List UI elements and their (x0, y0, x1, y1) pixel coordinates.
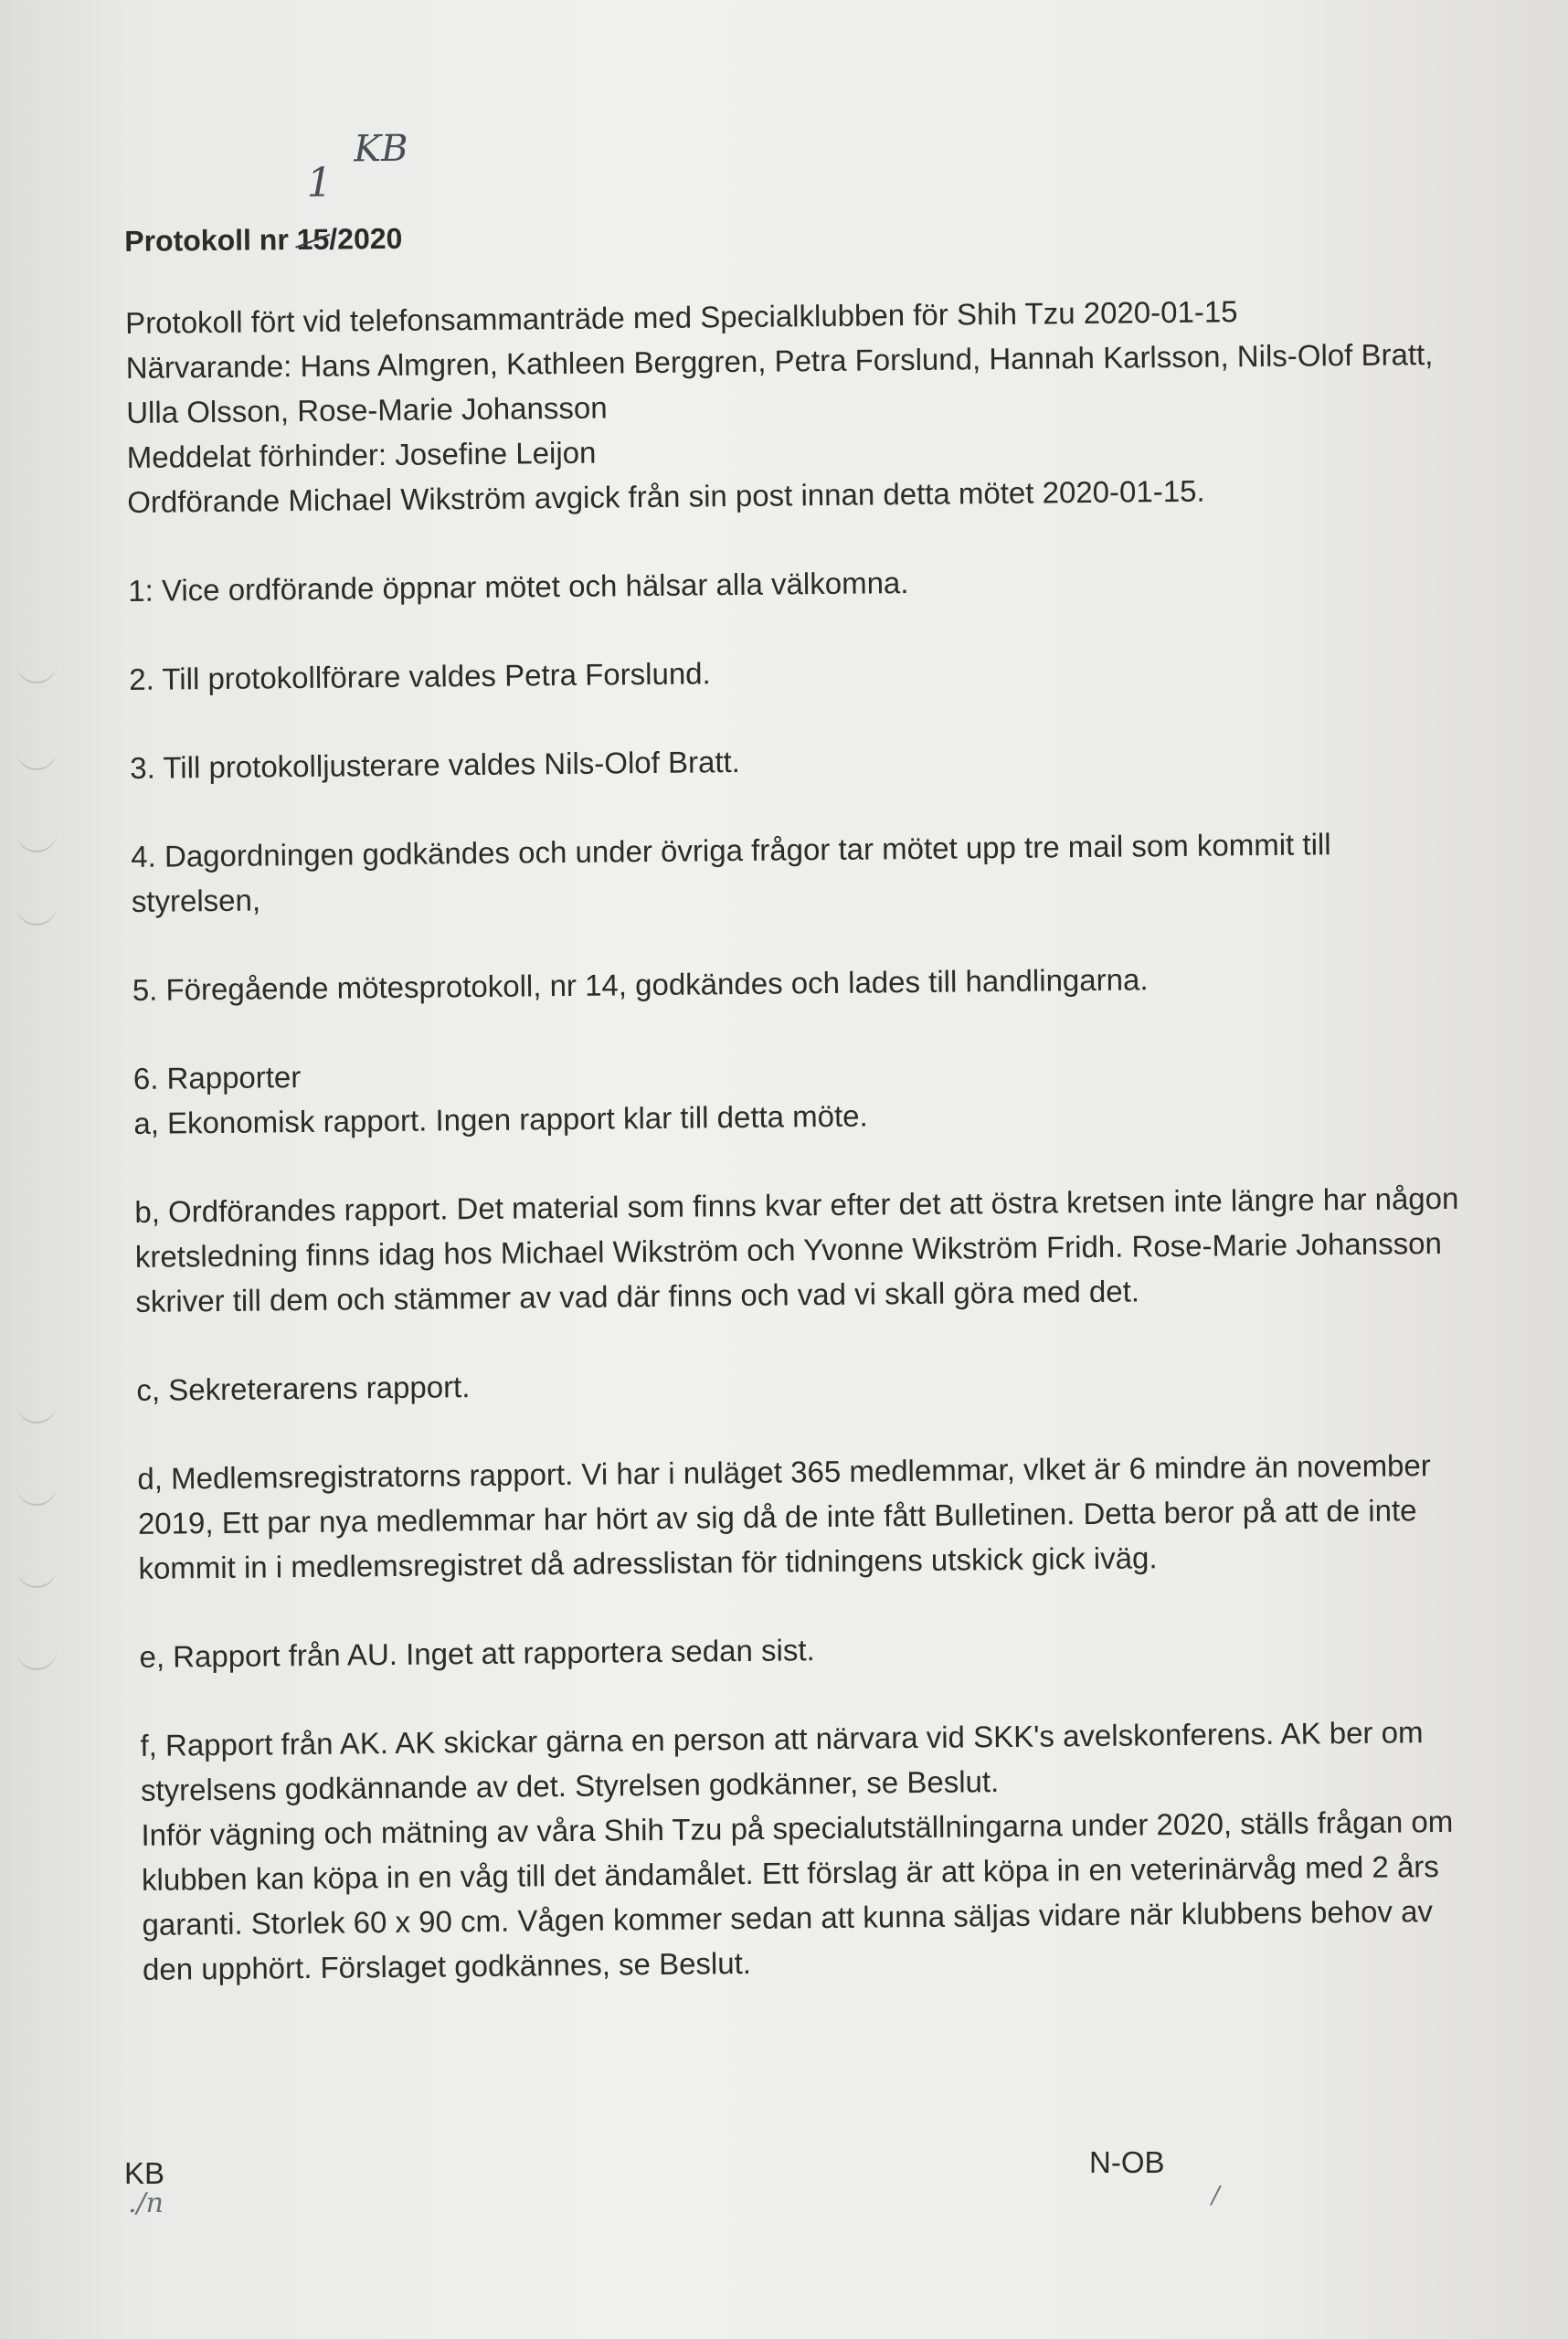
report-d: d, Medlemsregistratorns rapport. Vi har i nuläget 365 medlemmar, vlket är 6 mindre än november 2019, Ett par nya medlemmar har hört av sig då de inte fått Bulletinen. Detta beror på att de inte kommit in i medlemsregistret då adresslistan för tidningens utskick gick iväg. (137, 1448, 1431, 1585)
signature-left: KB (124, 2156, 165, 2190)
punch-hole-mark (16, 1398, 57, 1424)
punch-hole-mark (16, 1480, 57, 1506)
signature-right: N-OB (1089, 2145, 1165, 2179)
title-suffix: /2020 (329, 221, 403, 256)
handwritten-number: 1 (306, 159, 333, 206)
absent-line: Meddelat förhinder: Josefine Leijon (126, 435, 597, 474)
agenda-item: 1: Vice ordförande öppnar mötet och hälsar alla välkomna. (128, 566, 909, 608)
handwritten-initials: KB (353, 127, 408, 171)
title-prefix: Protokoll nr (124, 223, 297, 258)
punch-hole-mark (16, 745, 57, 770)
report-c: c, Sekreterarens rapport. (136, 1370, 471, 1407)
struck-number: 15 (296, 222, 330, 257)
document-title (124, 127, 1449, 264)
agenda-item: 5. Föregående mötesprotokoll, nr 14, godkändes och lades till handlingarna. (132, 962, 1149, 1007)
punch-hole-mark (16, 900, 57, 926)
chair-line: Ordförande Michael Wikström avgick från sin post innan detta mötet 2020-01-15. (127, 473, 1205, 519)
reports-section (133, 1042, 1459, 1146)
report-e: e, Rapport från AU. Inget att rapportera sedan sist. (139, 1633, 815, 1674)
agenda-item: 3. Till protokolljusterare valdes Nils-Olof Bratt. (130, 744, 741, 785)
report-a: a, Ekonomisk rapport. Ingen rapport klar till detta möte. (133, 1098, 868, 1140)
punch-hole-mark (16, 1645, 57, 1670)
report-f (140, 1709, 1467, 1992)
attendees-line: Närvarande: Hans Almgren, Kathleen Berggren, Petra Forslund, Hannah Karlsson, Nils-Olof Bratt, Ulla Olsson, Rose-Marie Johansson (125, 337, 1434, 429)
meeting-line: Protokoll fört vid telefonsammanträde med Specialklubben för Shih Tzu 2020-01-15 (124, 294, 1238, 340)
report-f-part2: Inför vägning och mätning av våra Shih Tzu på specialutställningarna under 2020, ställs frågan om klubben kan köpa in en våg till det ändamålet. Ett förslag är att köpa in en veterinärvåg med 2 års garanti. Storlek 60 x 90 cm. Vågen kommer sedan att kunna säljas vidare när klubbens behov av den upphört. Förslaget godkännes, se Beslut. (141, 1804, 1454, 1986)
agenda-item: 4. Dagordningen godkändes och under övriga frågor tar mötet upp tre mail som kommit till styrelsen, (131, 827, 1331, 918)
report-f-part1: f, Rapport från AK. AK skickar gärna en person att närvara vid SKK's avelskonferens. AK ber om styrelsens godkännande av det. Styrelsen godkänner, se Beslut. (140, 1715, 1424, 1807)
agenda-item: 2. Till protokollförare valdes Petra Forslund. (129, 656, 711, 696)
reports-heading: 6. Rapporter (132, 1060, 302, 1095)
report-b: b, Ordförandes rapport. Det material som finns kvar efter det att östra kretsen inte längre har någon kretsledning finns idag hos Michael Wikström och Yvonne Wikström Fridh. Rose-Marie Johansson skriver till dem och stämmer av vad där finns och vad vi skall göra med det. (134, 1180, 1459, 1318)
header-block (125, 287, 1452, 524)
punch-hole-mark (16, 658, 57, 683)
handwritten-initial-mark: ./n (128, 2187, 164, 2219)
handwritten-initial-mark: / (1212, 2182, 1220, 2209)
punch-hole-mark (16, 1562, 57, 1588)
punch-hole-mark (16, 827, 57, 852)
document-body (124, 127, 1467, 1992)
